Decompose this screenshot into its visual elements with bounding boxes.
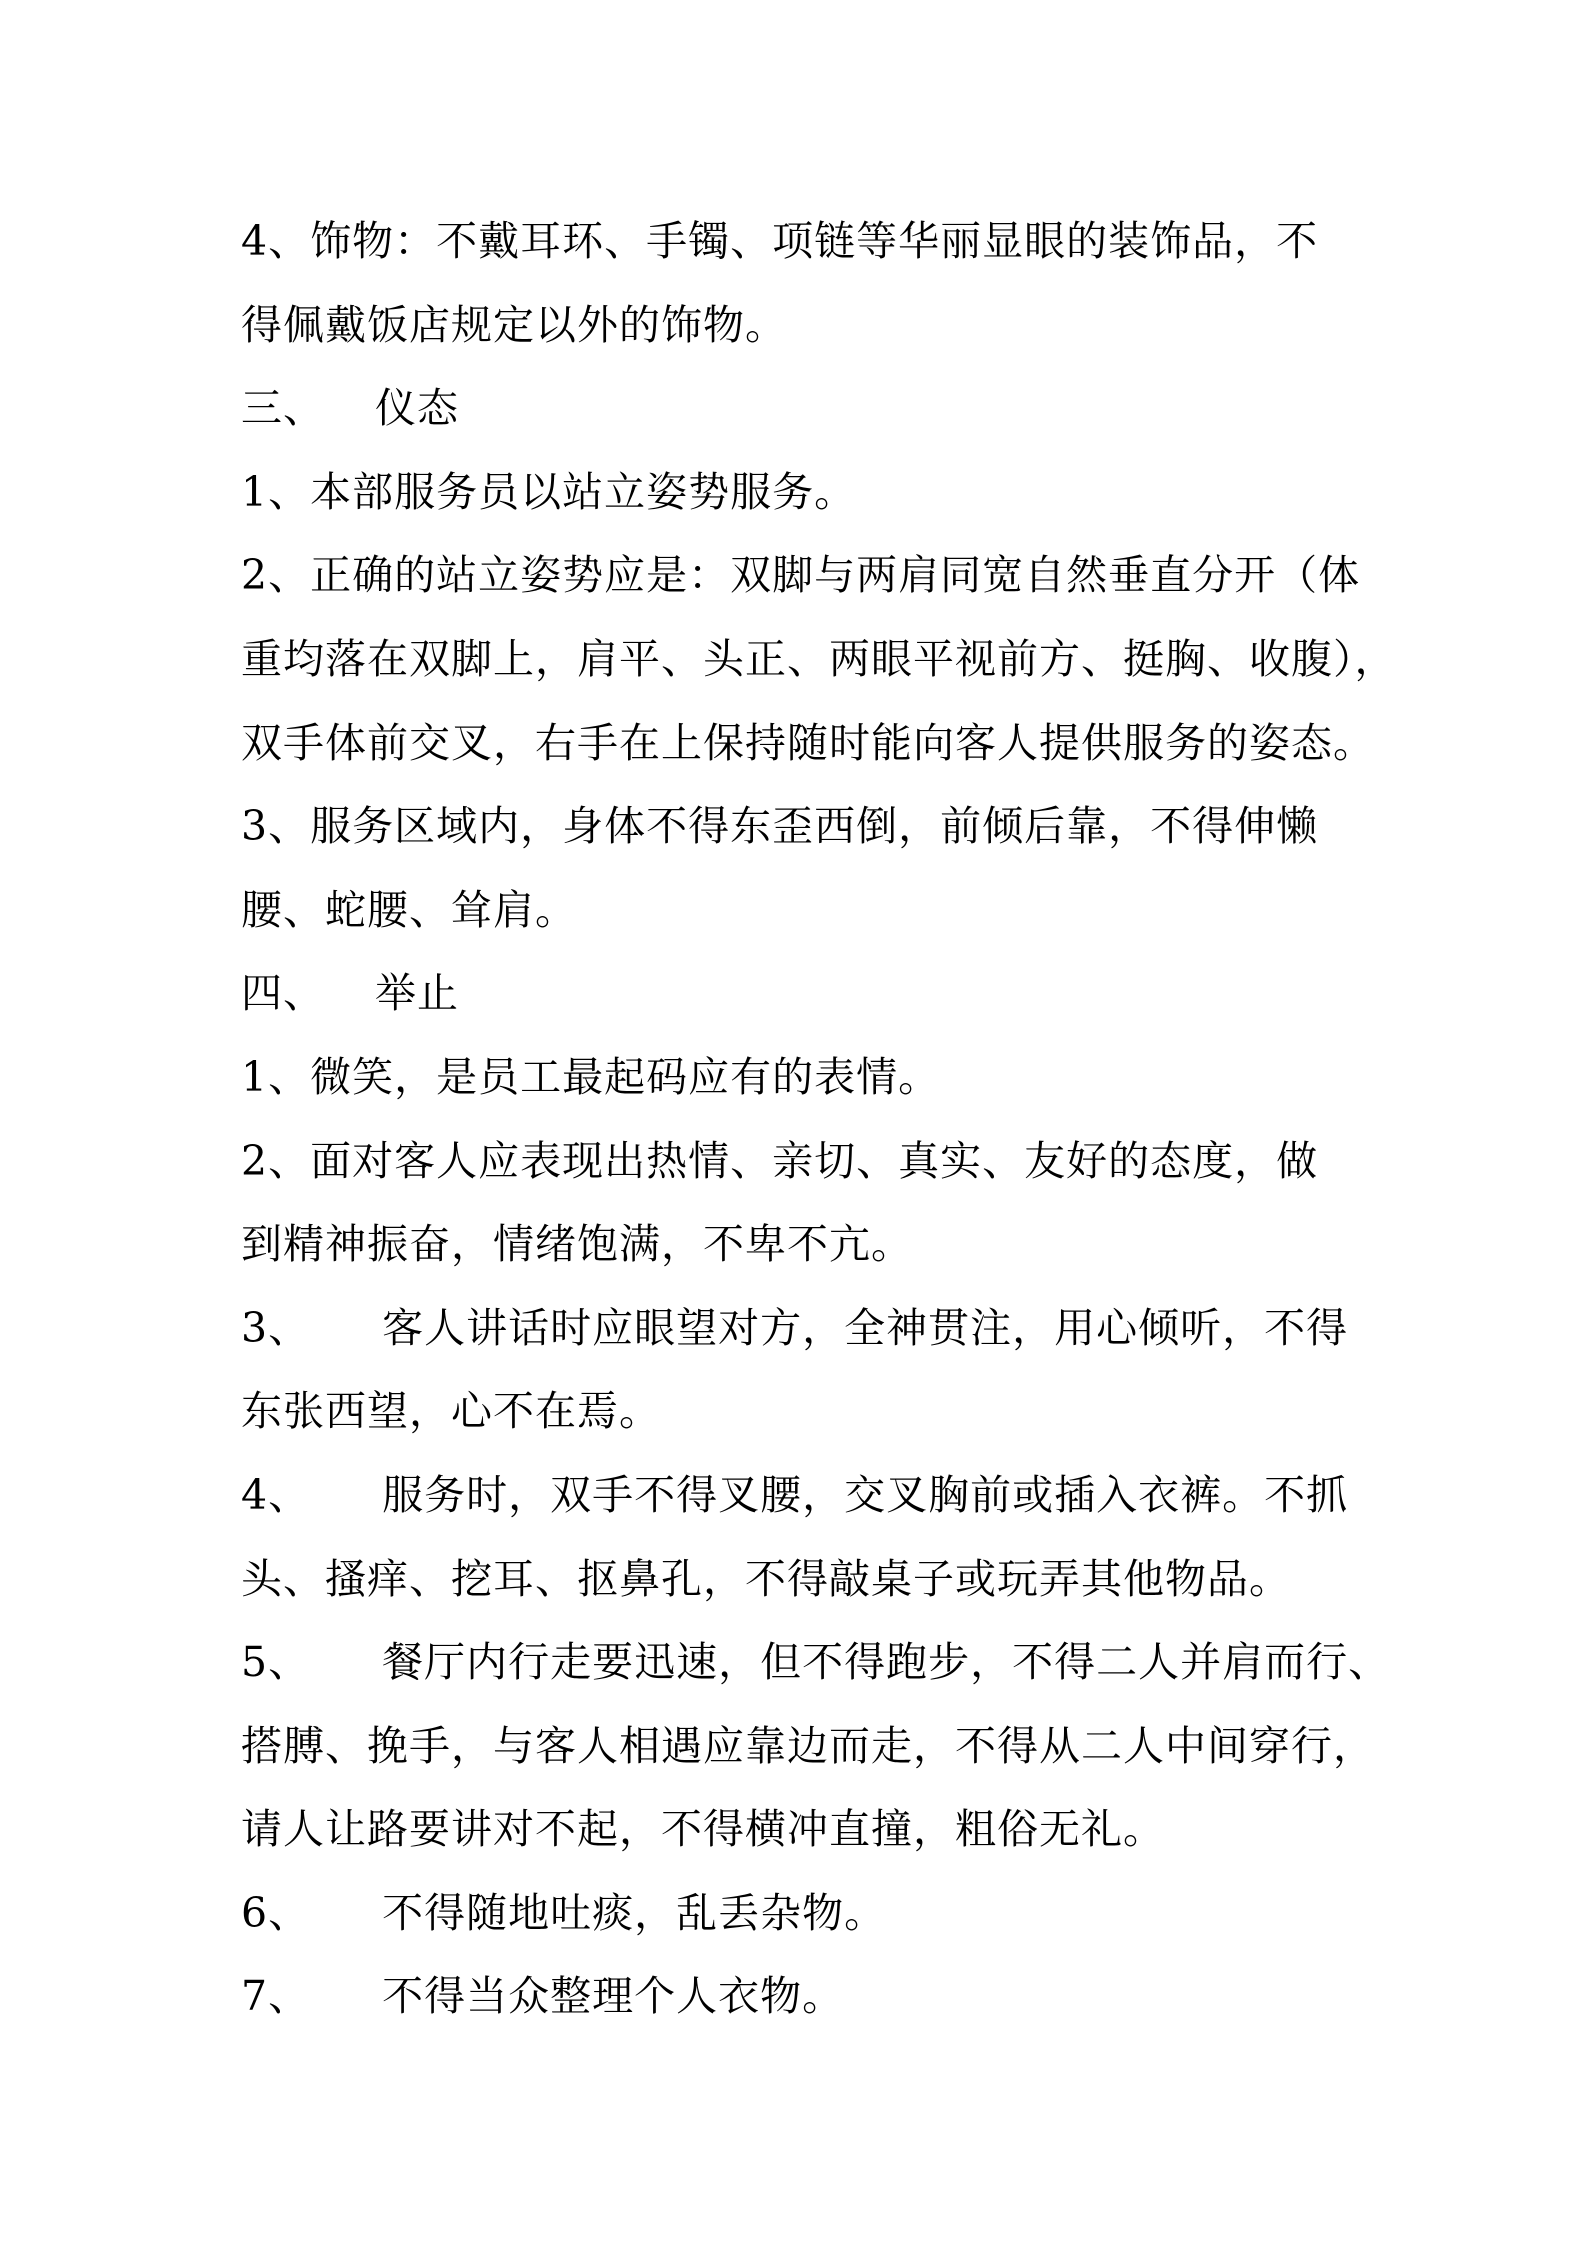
paragraph-line: [241, 534, 1371, 618]
section-heading: [241, 367, 1371, 451]
paragraph-line: [241, 1788, 1371, 1872]
section-number: 三、: [241, 384, 325, 433]
line-text: 4、饰物：不戴耳环、手镯、项链等华丽显眼的装饰品，不: [241, 217, 1319, 265]
line-text: 重均落在双脚上，肩平、头正、两眼平视前方、挺胸、收腹），: [241, 634, 1397, 683]
paragraph-line: [241, 869, 1371, 953]
line-text: 餐厅内行走要迅速，但不得跑步，不得二人并肩而行、: [382, 1638, 1391, 1687]
numbered-item: [241, 1287, 1371, 1371]
numbered-item: [241, 1955, 1371, 2039]
section-title: 仪态: [375, 384, 459, 433]
paragraph-line: [241, 785, 1371, 869]
paragraph-line: [241, 284, 1371, 368]
line-text: 双手体前交叉，右手在上保持随时能向客人提供服务的姿态。: [241, 718, 1375, 767]
line-text: 得佩戴饭店规定以外的饰物。: [241, 300, 787, 349]
line-text: 东张西望，心不在焉。: [241, 1387, 661, 1436]
paragraph-line: [241, 200, 1371, 284]
numbered-item: [241, 1454, 1371, 1538]
numbered-item: [241, 1621, 1391, 1705]
paragraph-line: [241, 451, 1371, 535]
item-number: 5、: [241, 1638, 311, 1687]
paragraph-line: [241, 618, 1397, 702]
line-text: 服务时，双手不得叉腰，交叉胸前或插入衣裤。不抓: [382, 1470, 1349, 1519]
item-number: 3、: [241, 1303, 311, 1352]
line-text: 不得当众整理个人衣物。: [382, 1972, 845, 2021]
line-text: 请人让路要讲对不起，不得横冲直撞，粗俗无礼。: [241, 1805, 1165, 1854]
line-text: 搭膊、挽手，与客人相遇应靠边而走，不得从二人中间穿行，: [241, 1721, 1375, 1770]
line-text: 3、服务区域内，身体不得东歪西倒，前倾后靠，不得伸懒: [241, 802, 1319, 851]
section-heading: [241, 952, 1371, 1036]
item-number: 4、: [241, 1470, 311, 1519]
paragraph-line: [241, 702, 1375, 786]
line-text: 2、正确的站立姿势应是：双脚与两肩同宽自然垂直分开（体: [241, 551, 1361, 600]
section-title: 举止: [375, 969, 459, 1018]
line-text: 头、搔痒、挖耳、抠鼻孔，不得敲桌子或玩弄其他物品。: [241, 1554, 1291, 1603]
item-number: 7、: [241, 1972, 311, 2021]
paragraph-line: [241, 1705, 1375, 1789]
line-text: 客人讲话时应眼望对方，全神贯注，用心倾听，不得: [382, 1303, 1349, 1352]
numbered-item: [241, 1872, 1371, 1956]
paragraph-line: [241, 1370, 1371, 1454]
item-number: 6、: [241, 1888, 311, 1937]
line-text: 到精神振奋，情绪饱满，不卑不亢。: [241, 1220, 913, 1269]
paragraph-line: [241, 1203, 1371, 1287]
paragraph-line: [241, 1036, 1371, 1120]
line-text: 1、本部服务员以站立姿势服务。: [241, 467, 857, 516]
section-number: 四、: [241, 969, 325, 1018]
line-text: 不得随地吐痰，乱丢杂物。: [382, 1888, 887, 1937]
line-text: 1、微笑，是员工最起码应有的表情。: [241, 1052, 941, 1101]
line-text: 腰、蛇腰、耸肩。: [241, 885, 577, 934]
paragraph-line: [241, 1538, 1371, 1622]
line-text: 2、面对客人应表现出热情、亲切、真实、友好的态度，做: [241, 1136, 1319, 1185]
document-body: [241, 200, 1397, 2039]
paragraph-line: [241, 1120, 1371, 1204]
